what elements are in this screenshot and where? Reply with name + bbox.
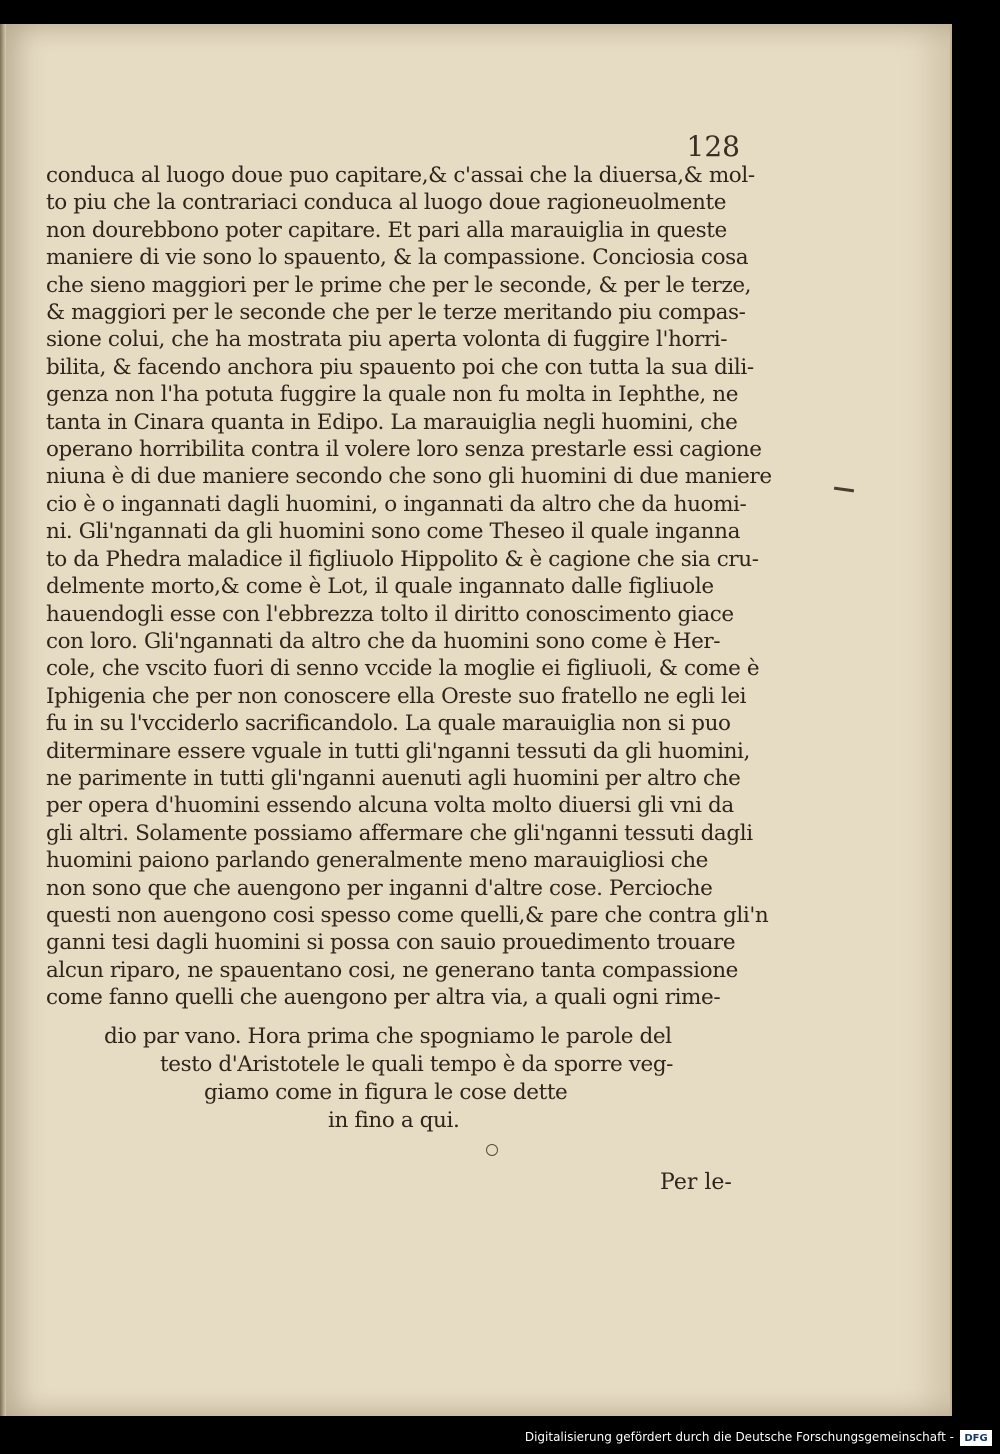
text-line: non sono que che auengono per inganni d'altre cose. Percioche (46, 875, 713, 901)
text-line: conduca al luogo doue puo capitare,& c'assai che la diuersa,& mol- (46, 163, 755, 188)
ornament-circle (486, 1144, 498, 1156)
tail-line-1: dio par vano. Hora prima che spogniamo le parole del (104, 1024, 672, 1049)
text-line: cole, che vscito fuori di senno vccide la moglie ei figliuoli, & come è (46, 656, 760, 682)
tail-line-4: in fino a qui. (328, 1108, 460, 1133)
dfg-logo: DFG (960, 1430, 992, 1446)
text-line: huomini paiono parlando generalmente meno marauigliosi che (46, 848, 708, 874)
text-line: non dourebbono poter capitare. Et pari alla marauiglia in queste (46, 217, 727, 243)
text-line: ni. Gli'ngannati da gli huomini sono come Theseo il quale inganna (46, 519, 740, 545)
text-line: Iphigenia che per non conoscere ella Oreste suo fratello ne egli lei (46, 683, 747, 709)
text-line: gli altri. Solamente possiamo affermare che gli'nganni tessuti dagli (46, 820, 753, 846)
text-line: tanta in Cinara quanta in Edipo. La marauiglia negli huomini, che (46, 409, 738, 435)
tail-line-2: testo d'Aristotele le quali tempo è da sporre veg- (160, 1052, 674, 1077)
text-line: per opera d'huomini essendo alcuna volta molto diuersi gli vni da (46, 793, 734, 819)
main-text-block (46, 162, 772, 1012)
tail-line-3: giamo come in figura le cose dette (204, 1080, 568, 1105)
text-line: to piu che la contrariaci conduca al luogo doue ragioneuolmente (46, 190, 727, 216)
text-line: con loro. Gli'ngannati da altro che da huomini sono come è Her- (46, 628, 721, 654)
text-line: niuna è di due maniere secondo che sono gli huomini di due maniere (46, 464, 772, 490)
text-line: delmente morto,& come è Lot, il quale ingannato dalle figliuole (46, 574, 714, 600)
text-line: fu in su l'vcciderlo sacrificandolo. La quale marauiglia non si puo (46, 711, 731, 737)
text-line: hauendogli esse con l'ebbrezza tolto il diritto conoscimento giace (46, 601, 734, 627)
text-line: come fanno quelli che auengono per altra via, a quali ogni rime- (46, 985, 721, 1011)
text-line: maniere di vie sono lo spauento, & la compassione. Conciosia cosa (46, 245, 749, 271)
book-page (0, 24, 952, 1416)
text-line: questi non auengono cosi spesso come quelli,& pare che contra gli'n (46, 902, 769, 928)
ink-mark (834, 487, 854, 493)
text-line: bilita, & facendo anchora piu spauento poi che con tutta la sua dili- (46, 354, 754, 380)
catchword: Per le- (660, 1170, 732, 1195)
footer-bar (0, 1416, 1000, 1454)
text-line: alcun riparo, ne spauentano cosi, ne generano tanta compassione (46, 957, 738, 983)
text-line: & maggiori per le seconde che per le terze meritando piu compas- (46, 300, 746, 326)
text-line: to da Phedra maladice il figliuolo Hippolito & è cagione che sia cru- (46, 546, 759, 572)
text-line: ne parimente in tutti gli'nganni auenuti agli huomini per altro che (46, 765, 741, 791)
text-line: cio è o ingannati dagli huomini, o ingannati da altro che da huomi- (46, 491, 747, 517)
text-line: che sieno maggiori per le prime che per le seconde, & per le terze, (46, 272, 752, 298)
page-gutter (0, 24, 6, 1416)
text-line: genza non l'ha potuta fuggire la quale non fu molta in Iephthe, ne (46, 382, 739, 408)
footer-credit: Digitalisierung gefördert durch die Deutsche Forschungsgemeinschaft - (524, 1430, 954, 1444)
text-line: ganni tesi dagli huomini si possa con sauio prouedimento trouare (46, 930, 736, 956)
text-line: sione colui, che ha mostrata piu aperta volonta di fuggire l'horri- (46, 327, 728, 353)
text-line: diterminare essere vguale in tutti gli'nganni tessuti da gli huomini, (46, 738, 750, 764)
page-number: 128 (686, 130, 740, 163)
text-line: operano horribilita contra il volere loro senza prestarle essi cagione (46, 437, 762, 463)
